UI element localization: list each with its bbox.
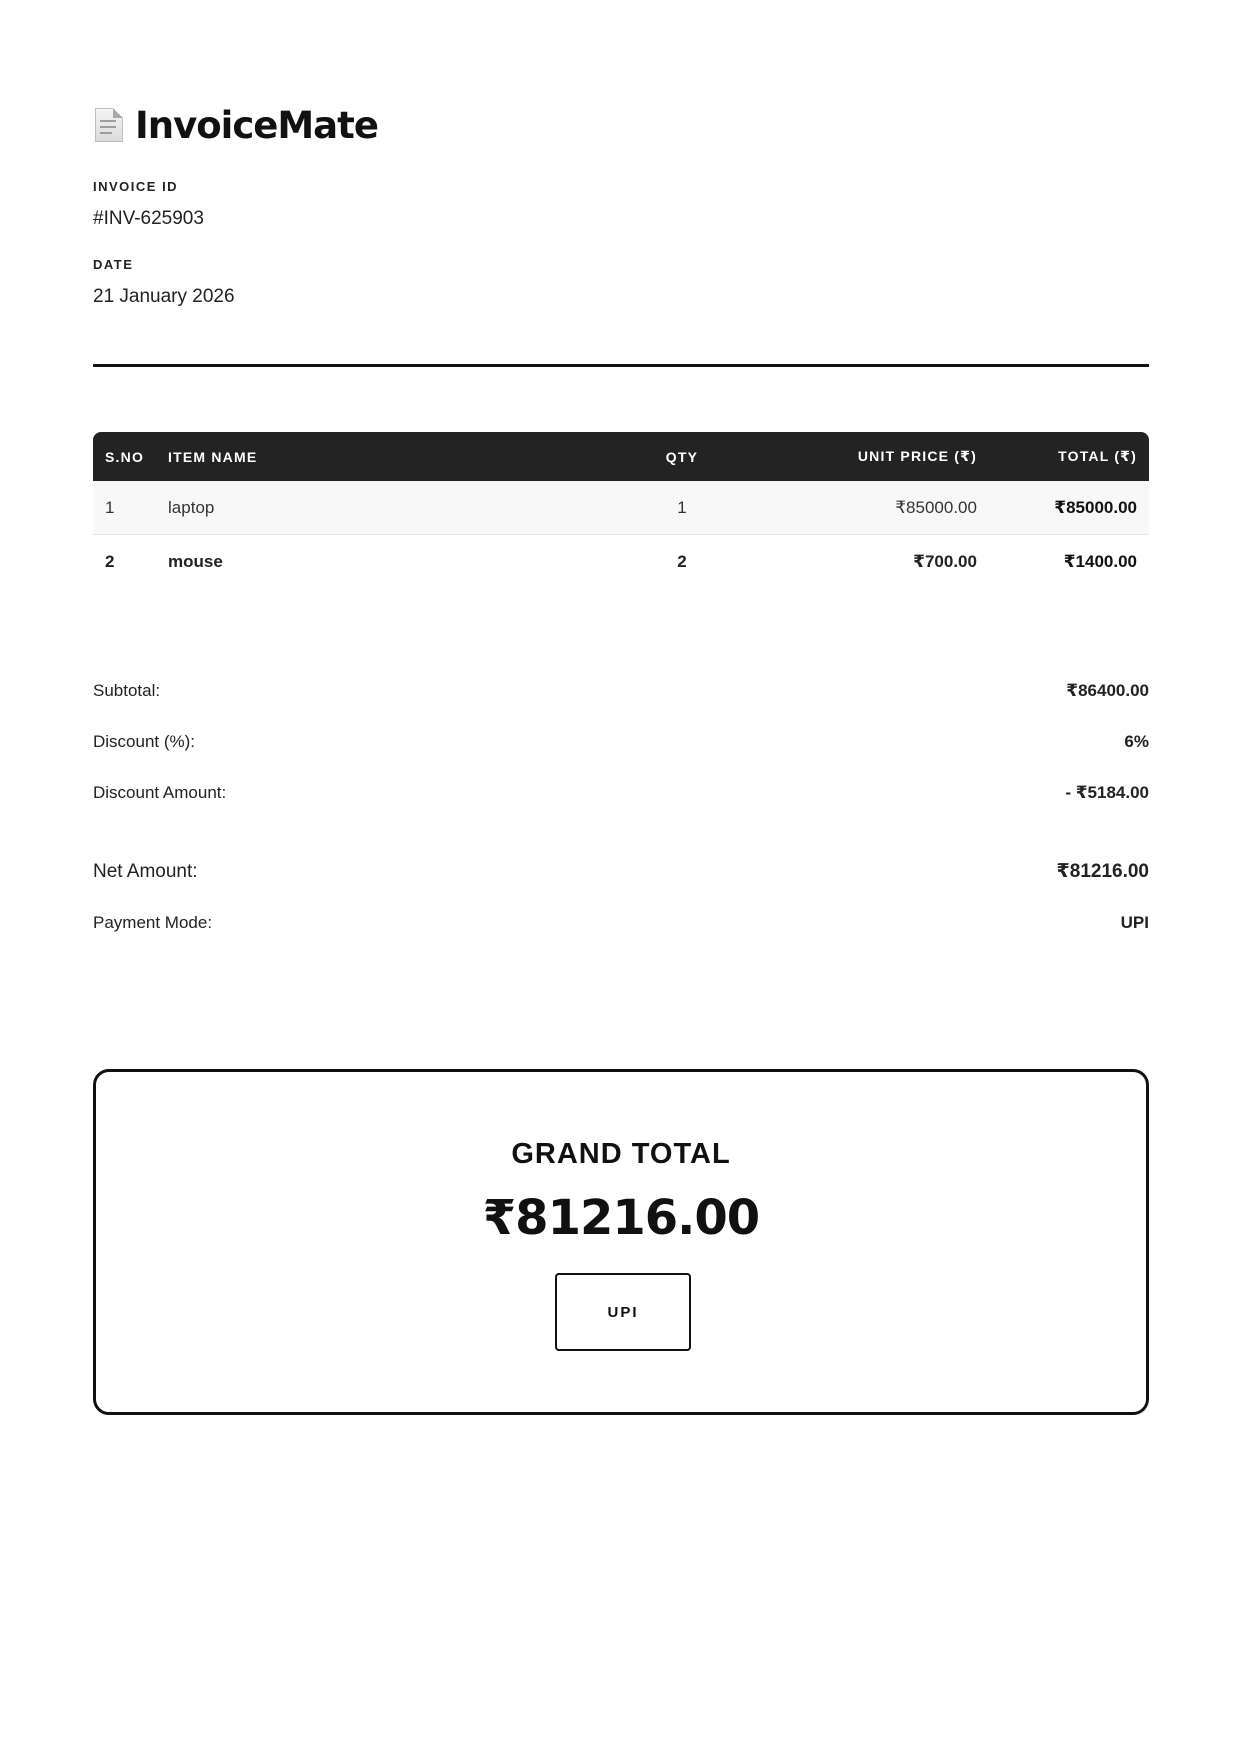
date-value: 21 January 2026 [93, 286, 235, 307]
cell-qty: 2 [597, 535, 767, 589]
cell-qty: 1 [597, 481, 767, 535]
subtotal-value: ₹86400.00 [1066, 681, 1149, 700]
header-unit-price: UNIT PRICE (₹) [767, 432, 989, 481]
payment-mode-badge: UPI [555, 1273, 691, 1351]
discount-amount-value: - ₹5184.00 [1065, 783, 1149, 802]
cell-total: ₹85000.00 [989, 481, 1149, 535]
cell-sno: 1 [93, 481, 156, 535]
payment-mode-label: Payment Mode: [93, 913, 213, 932]
table-row [93, 481, 1149, 535]
cell-item-name: mouse [156, 535, 597, 589]
header-divider [93, 364, 1149, 367]
discount-amount-row [93, 783, 1149, 803]
cell-unit-price: ₹85000.00 [767, 481, 989, 535]
cell-total: ₹1400.00 [989, 535, 1149, 589]
net-amount-label: Net Amount: [93, 860, 198, 882]
cell-item-name: laptop [156, 481, 597, 535]
invoice-id-label: INVOICE ID [93, 179, 179, 194]
header-qty: QTY [597, 432, 767, 481]
grand-total-amount: ₹81216.00 [482, 1190, 760, 1246]
document-icon [93, 106, 125, 144]
subtotal-row [93, 681, 1149, 701]
discount-amount-label: Discount Amount: [93, 783, 227, 802]
invoice-id-value: #INV-625903 [93, 208, 204, 229]
date-label: DATE [93, 257, 134, 272]
header-total: TOTAL (₹) [989, 432, 1149, 481]
cell-sno: 2 [93, 535, 156, 589]
table-header-row [93, 432, 1149, 481]
discount-pct-value: 6% [1124, 732, 1149, 751]
discount-pct-label: Discount (%): [93, 732, 196, 751]
header-item-name: ITEM NAME [156, 432, 597, 481]
items-table [93, 432, 1149, 589]
net-amount-row [93, 860, 1149, 883]
table-row [93, 535, 1149, 589]
net-amount-value: ₹81216.00 [1056, 861, 1149, 882]
payment-mode-row [93, 913, 1149, 933]
payment-mode-value: UPI [1120, 913, 1149, 932]
cell-unit-price: ₹700.00 [767, 535, 989, 589]
discount-pct-row [93, 732, 1149, 752]
brand [93, 100, 378, 150]
grand-total-title: GRAND TOTAL [511, 1138, 731, 1170]
brand-name: InvoiceMate [135, 103, 378, 147]
subtotal-label: Subtotal: [93, 681, 161, 700]
grand-total-box [93, 1069, 1149, 1415]
header-sno: S.NO [93, 432, 156, 481]
